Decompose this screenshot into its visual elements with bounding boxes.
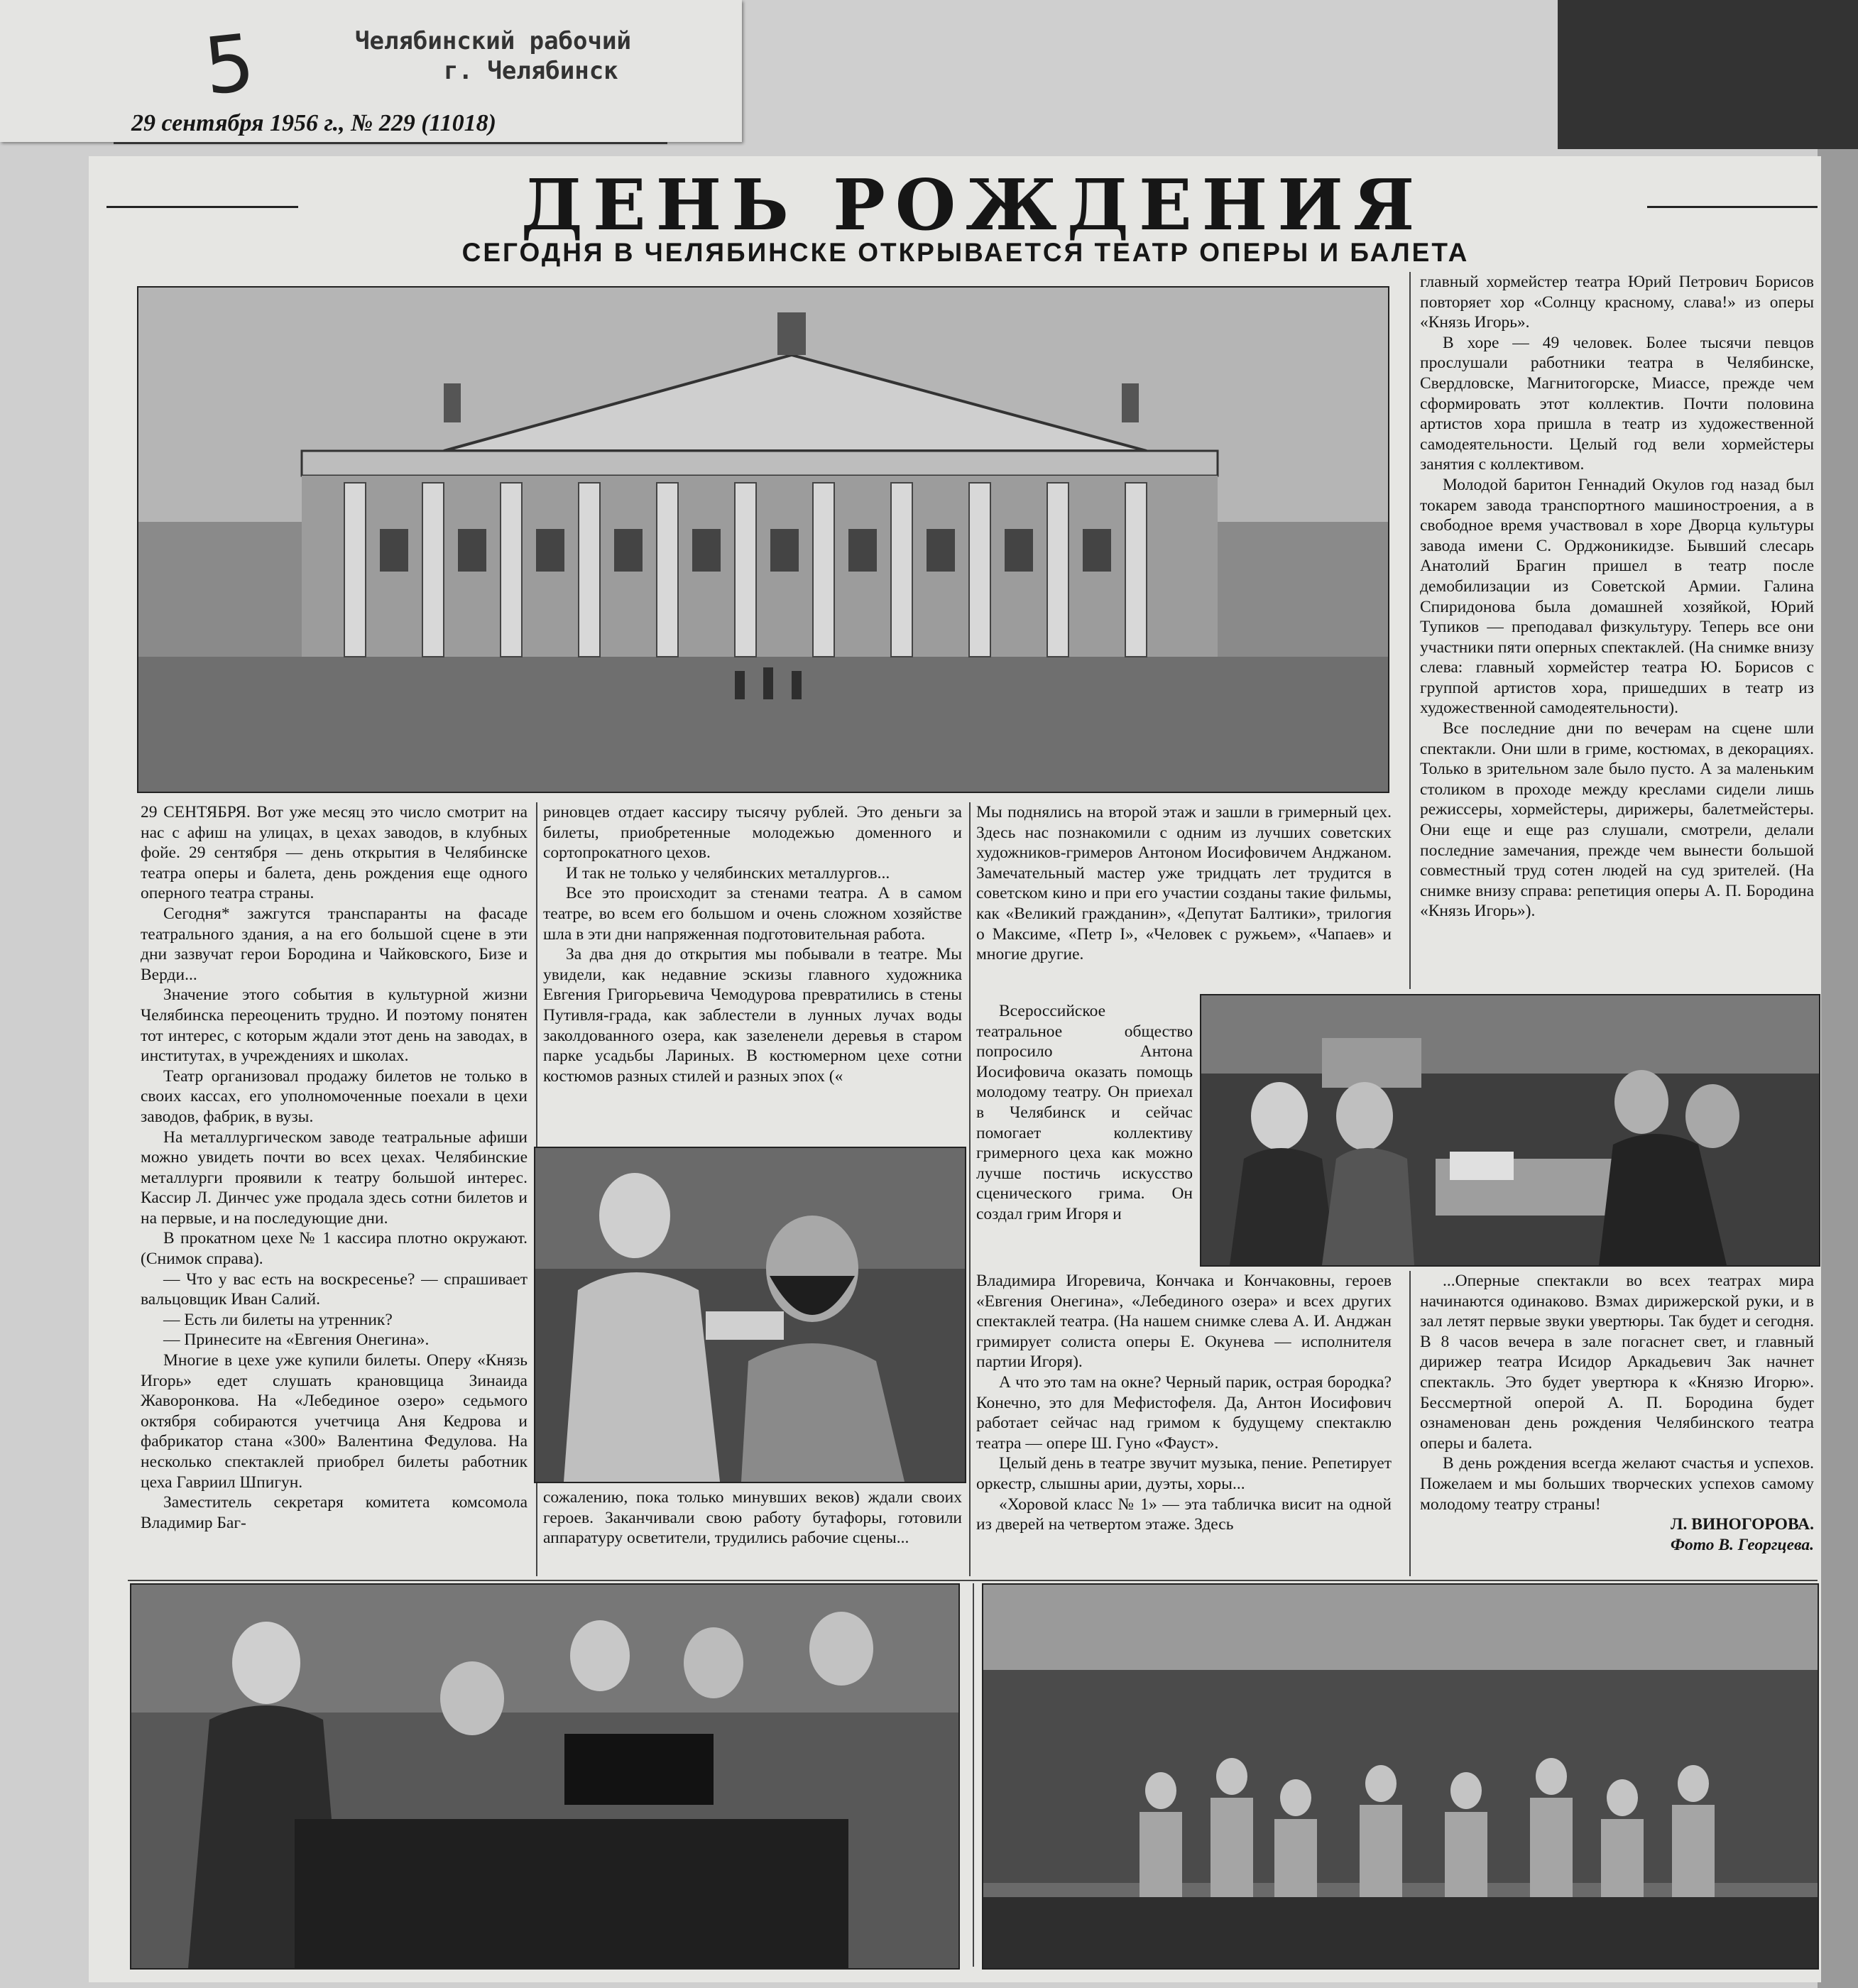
article-column-3-wide	[976, 1271, 1392, 1576]
paragraph: Всероссийское театральное общество попросило Антона Иосифовича оказать помощь молодому театру. Он приехал в Челябинск и сейчас помогает коллективу гримерного цеха как можно лучше постичь искусство сценического грима. Он создал грим Игоря и	[976, 1002, 1193, 1223]
paragraph: Все последние дни по вечерам на сцене шли спектакли. Они шли в гриме, костюмах, в декорациях. Только в зрительном зале было пусто. А за маленьким столиком в проходе между креслами сидели лишь режиссеры, хормейстеры, дирижеры, балетмейстеры. Они еще и еще раз слушали, смотрели, делали последние замечания, прежде чем вынести большой совместный труд сотен людей на суд зрителей. (На снимке внизу справа: репетиция оперы А. П. Бородина «Князь Игорь»).	[1420, 719, 1814, 921]
paragraph: А что это там на окне? Черный парик, острая бородка? Конечно, это для Мефистофеля. Да, Антон Иосифович работает сейчас над гримом к будущему спектаклю театра — опере Ш. Гуно «Фауст».	[976, 1372, 1392, 1453]
theatre-building-photo	[137, 286, 1389, 793]
ticket-cashier-photo	[1200, 994, 1820, 1267]
page-title: ДЕНЬ РОЖДЕНИЯ	[520, 165, 1425, 246]
paragraph: И так не только у челябинских металлургов...	[566, 863, 890, 883]
paragraph: Сегодня* зажгутся транспаранты на фасаде театрального здания, а на его большой сцене в эти дни зазвучат герои Бородина и Чайковского, Бизе и Верди...	[141, 904, 528, 984]
article-column-3-top	[976, 802, 1392, 994]
paragraph: Владимира Игоревича, Кончака и Кончаковны, героев «Евгения Онегина», «Лебединого озера» и всех других спектаклей театра. (На нашем снимке слева А. И. Анджан гримирует солиста оперы Е. Окунева — исполнителя партии Игоря).	[976, 1272, 1392, 1372]
paragraph: риновцев отдает кассиру тысячу рублей. Это деньги за билеты, приобретенные молодежью доменного и сортопрокатного цехов.	[543, 803, 962, 863]
paragraph: Многие в цехе уже купили билеты. Оперу «Князь Игорь» едет слушать крановщица Зинаида Жаворонкова. На «Лебединое озеро» седьмого октября собираются учетчица Аня Кедрова и фабрикатор стана «300» Валентина Федулова. На несколько спектаклей приобрел билеты работник цеха Гавриил Шпигун.	[141, 1351, 528, 1492]
headline-rule-left	[106, 206, 298, 208]
column-rule	[969, 802, 971, 1576]
article-column-4-bottom	[1420, 1271, 1814, 1576]
paragraph: За два дня до открытия мы побывали в театре. Мы увидели, как недавние эскизы главного художника Евгения Григорьевича Чемодурова превратились в стены Путивля-града, как заблестели в лунных лучах воды заколдованного озера, как зазеленели деревья в старом парке усадьбы Лариных. В костюмерном цехе сотни костюмов разных стилей и разных эпох («	[543, 945, 962, 1086]
paragraph: В хоре — 49 человек. Более тысячи певцов прослушали работники театра в Челябинске, Свердловске, Магнитогорске, Миассе, прежде чем сформировать этот коллектив. Почти половина артистов хора пришла в театр из художественной самодеятельности. Целый год вели хормейстеры занятия с коллективом.	[1420, 333, 1814, 474]
column-rule	[1409, 1271, 1411, 1576]
subheadline: СЕГОДНЯ В ЧЕЛЯБИНСКЕ ОТКРЫВАЕТСЯ ТЕАТР ОПЕРЫ И БАЛЕТА	[461, 238, 1470, 267]
paragraph: главный хормейстер театра Юрий Петрович Борисов повторяет хор «Солнцу красному, слава!» из оперы «Князь Игорь».	[1420, 273, 1814, 332]
paragraph: Значение этого события в культурной жизни Челябинска переоценить трудно. И поэтому понятен тот интерес, с которым ждали этот день на заводах, в институтах, в учреждениях и школах.	[141, 985, 528, 1066]
headline-rule-right	[1647, 206, 1818, 208]
paragraph: Молодой баритон Геннадий Окулов год назад был токарем завода транспортного машиностроения, а в свободное время участвовал в хоре Дворца культуры завода имени С. Орджоникидзе. Бывший слесарь Анатолий Брагин пришел в театр после демобилизации из Советской Армии. Галина Спиридонова была домашней хозяйкой, Юрий Тупиков — преподавал физкультуру. Теперь все они участники пяти оперных спектаклей. (На снимке внизу слева: главный хормейстер театра Ю. Борисов с группой артистов хора, пришедших в театр из художественной самодеятельности).	[1420, 475, 1814, 718]
opera-rehearsal-photo	[982, 1583, 1819, 1970]
source-city: г. Челябинск	[444, 57, 618, 85]
paragraph: — Что у вас есть на воскресенье? — спрашивает вальцовщик Иван Салий.	[141, 1269, 528, 1309]
article-column-2-top	[543, 802, 962, 1140]
photo-row-rule	[128, 1580, 1818, 1581]
paragraph: 29 СЕНТЯБРЯ. Вот уже месяц это число смотрит на нас с афиш на улицах, в цехах заводов, в клубных фойе. 29 сентября — день открытия в Челябинске театра оперы и балета, день рождения еще одного оперного театра страны.	[141, 803, 528, 903]
scan-backdrop	[1558, 0, 1858, 149]
paragraph: ...Оперные спектакли во всех театрах мира начинаются одинаково. Взмах дирижерской руки, и в зал летят первые звуки увертюры. Так будет и сегодня. В 8 часов вечера в зале погаснет свет, и главный дирижер театра Исидор Аркадьевич Зак начнет спектакль. Это будет увертюра к «Князю Игорю». Бессмертной оперой А. П. Бородина будет ознаменован день рождения Челябинского театра оперы и балета.	[1420, 1272, 1814, 1453]
paragraph: — Есть ли билеты на утренник?	[163, 1310, 393, 1329]
photo-credit: Фото В. Георгцева.	[1671, 1535, 1814, 1554]
paragraph: — Принесите на «Евгения Онегина».	[163, 1331, 430, 1350]
paragraph: «Хоровой класс № 1» — эта табличка висит на одной из дверей на четвертом этаже. Здесь	[976, 1495, 1392, 1534]
paragraph: Театр организовал продажу билетов не только в своих кассах, его уполномоченные поехали в цехи заводов, фабрик, в вузы.	[141, 1066, 528, 1126]
source-name: Челябинский рабочий	[355, 27, 631, 55]
chorus-master-photo	[130, 1583, 960, 1970]
author-signature: Л. ВИНОГОРОВА.	[1671, 1515, 1814, 1534]
makeup-artist-photo	[534, 1147, 966, 1483]
article-column-1	[141, 802, 528, 1569]
scan-backdrop-edge	[1818, 149, 1858, 1988]
paragraph: В прокатном цехе № 1 кассира плотно окружают. (Снимок справа).	[141, 1229, 528, 1269]
paragraph: Целый день в театре звучит музыка, пение. Репетирует оркестр, слышны арии, дуэты, хоры...	[976, 1454, 1392, 1493]
article-column-3-narrow	[976, 1001, 1193, 1267]
article-column-2-bottom	[543, 1487, 962, 1576]
paragraph: сожалению, пока только минувших веков) ждали своих героев. Заканчивали свою работу бутафоры, готовили аппаратуру осветители, трудились рабочие сцены...	[543, 1488, 962, 1548]
article-column-4-top	[1420, 272, 1814, 989]
paragraph: На металлургическом заводе театральные афиши можно увидеть почти во всех цехах. Челябинские металлурги проявили к театру большой интерес. Кассир Л. Динчес уже продала здесь сотни билетов и на первые, и на последующие дни.	[141, 1127, 528, 1228]
issue-dateline: 29 сентября 1956 г., № 229 (11018)	[131, 110, 497, 136]
handwritten-number: 5	[200, 16, 259, 113]
column-rule	[973, 1583, 974, 1967]
paragraph: В день рождения всегда желают счастья и успехов. Пожелаем и мы больших творческих успехов самому молодому театру страны!	[1420, 1454, 1814, 1514]
paragraph: Мы поднялись на второй этаж и зашли в гримерный цех. Здесь нас познакомили с одним из лучших советских художников-гримеров Антоном Иосифовичем Анджаном. Замечательный мастер уже тридцать лет трудится в советском кино и при его участии созданы такие фильмы, как «Великий гражданин», «Депутат Балтики», трилогия о Максиме, «Петр I», «Человек с ружьем», «Чапаев» и многие другие.	[976, 803, 1392, 964]
paragraph: Заместитель секретаря комитета комсомола Владимир Баг-	[141, 1493, 528, 1532]
paragraph: Все это происходит за стенами театра. А в самом театре, во всем его большом и очень сложном хозяйстве шла в эти дни напряженная подготовительная работа.	[543, 884, 962, 944]
column-rule	[1409, 272, 1411, 989]
dateline-rule	[114, 142, 667, 144]
